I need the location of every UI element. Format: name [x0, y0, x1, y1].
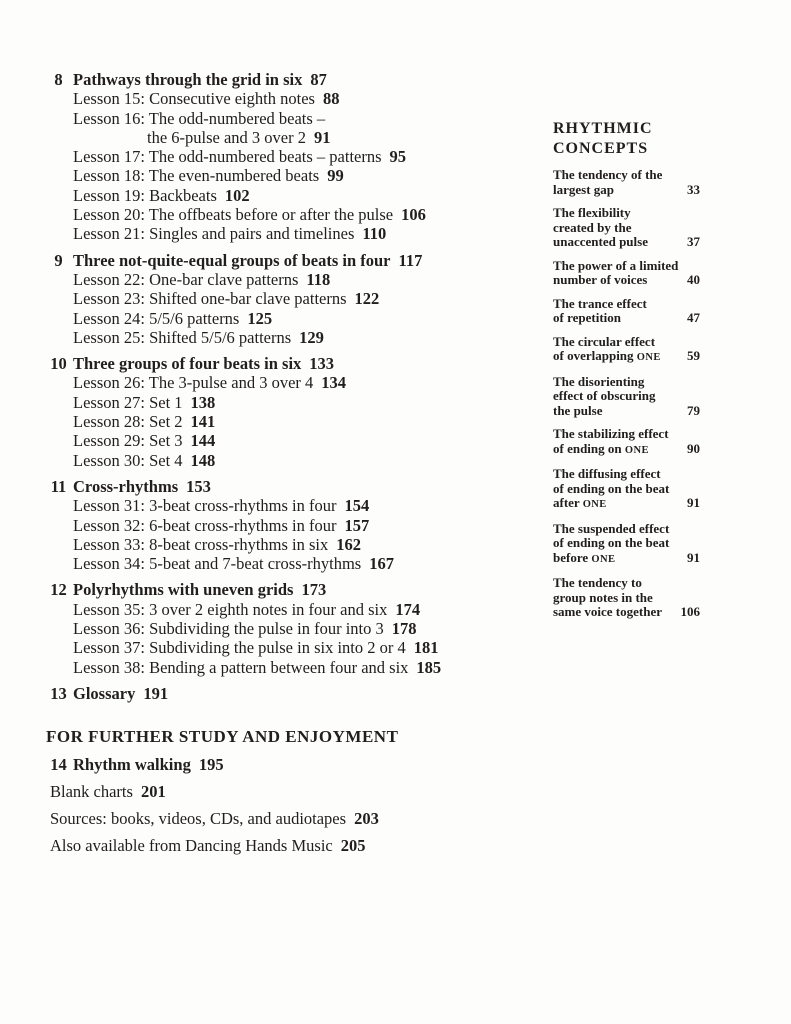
toc-lesson-line: the 6-pulse and 3 over 2 91	[147, 127, 331, 147]
lesson-page-number: 129	[299, 327, 324, 347]
sidebar-entry-line: The disorienting	[553, 373, 645, 389]
small-caps-one: ONE	[636, 352, 661, 363]
chapter-page-number: 117	[398, 250, 423, 270]
toc-lesson-line: Lesson 19: Backbeats 102	[73, 185, 250, 205]
sidebar-entry-line: The flexibility	[553, 205, 631, 220]
sidebar-entry-text: number of voices	[553, 272, 648, 287]
sidebar-entry-line: The diffusing effect	[553, 466, 661, 481]
lesson-page-number: 181	[413, 638, 439, 658]
lesson-page-number: 167	[369, 554, 394, 574]
sidebar-title-line-1: RHYTHMIC	[553, 120, 653, 137]
toc-lesson-line: Lesson 38: Bending a pattern between four and six 185	[73, 657, 442, 677]
chapter-number: 11	[50, 476, 67, 496]
sidebar-entry-line: The suspended effect	[553, 520, 670, 536]
further-study-page-number: 203	[354, 809, 379, 829]
sidebar-entry-line: of ending on the beat	[553, 535, 670, 550]
toc-sections	[44, 70, 534, 703]
toc-lesson-line: Lesson 27: Set 1 138	[73, 392, 216, 412]
toc-section	[44, 684, 534, 703]
sidebar-page-number: 91	[687, 549, 700, 565]
lesson-page-number: 118	[306, 269, 331, 289]
chapter-title: Cross-rhythms 153	[73, 476, 211, 496]
sidebar-entry-line	[553, 311, 700, 326]
sidebar-page-number: 59	[687, 348, 700, 363]
lesson-page-number: 148	[190, 450, 216, 470]
lesson-page-number: 138	[190, 392, 216, 412]
sidebar-entry-text: of ending on ONE	[553, 440, 649, 456]
further-study-heading: FOR FURTHER STUDY AND ENJOYMENT	[46, 727, 399, 747]
toc-lesson-line: Lesson 35: 3 over 2 eighth notes in four and six 174	[73, 599, 421, 619]
sidebar-entry-line: effect of obscuring	[553, 388, 656, 403]
toc-lesson-line: Lesson 36: Subdividing the pulse in four into 3 178	[73, 619, 417, 639]
sidebar-page-number: 90	[687, 440, 700, 456]
small-caps-one: ONE	[624, 444, 649, 456]
lesson-page-number: 134	[321, 373, 347, 393]
toc-lesson-line: Lesson 33: 8-beat cross-rhythms in six 162	[73, 534, 362, 554]
further-study-entry-text: Sources: books, videos, CDs, and audiotapes 203	[50, 809, 379, 829]
sidebar-entry	[553, 375, 700, 419]
lesson-page-number: 102	[224, 185, 250, 205]
chapter-title: Pathways through the grid in six 87	[73, 70, 327, 89]
toc-section	[44, 251, 534, 347]
lesson-page-number: 141	[190, 412, 216, 432]
chapter-title: Polyrhythms with uneven grids 173	[73, 580, 327, 600]
chapter-title: Three not-quite-equal groups of beats in four 117	[73, 250, 423, 270]
lesson-page-number: 91	[314, 127, 331, 147]
toc-lesson-line: Lesson 28: Set 2 141	[73, 412, 216, 432]
chapter-number: 10	[50, 354, 67, 374]
toc-section-heading	[44, 580, 534, 599]
sidebar-entry	[553, 297, 700, 326]
sidebar-page-number: 106	[680, 604, 700, 619]
toc-section-heading	[44, 477, 534, 496]
toc-lesson-line: Lesson 32: 6-beat cross-rhythms in four 157	[73, 515, 370, 535]
chapter-title: Glossary 191	[73, 683, 169, 703]
small-caps-one: ONE	[582, 499, 607, 510]
toc-section-heading	[44, 70, 534, 89]
lesson-page-number: 144	[190, 431, 216, 451]
sidebar-entry-text: same voice together	[553, 604, 663, 619]
sidebar-entry	[553, 259, 700, 288]
sidebar-entry-line: group notes in the	[553, 589, 653, 605]
sidebar-entry-line: The tendency to	[553, 575, 642, 590]
sidebar-entry-line	[553, 496, 700, 513]
toc-lesson-line: Lesson 26: The 3-pulse and 3 over 4 134	[73, 373, 347, 393]
toc-section	[44, 580, 534, 676]
sidebar-page-number: 79	[687, 402, 700, 418]
sidebar-entry-line	[553, 183, 700, 198]
further-study-entry	[44, 782, 534, 801]
sidebar-entry-text: largest gap	[553, 181, 615, 197]
sidebar-entry-line	[553, 273, 700, 288]
sidebar-entry-line: The power of a limited	[553, 257, 679, 273]
lesson-page-number: 178	[391, 619, 417, 639]
sidebar-entry-list	[553, 168, 700, 620]
toc-lesson-line: Lesson 31: 3-beat cross-rhythms in four 154	[73, 496, 370, 516]
chapter-number: 9	[54, 250, 63, 270]
chapter-page-number: 173	[301, 580, 327, 600]
sidebar-title	[553, 119, 700, 159]
sidebar-entry-line: The tendency of the	[553, 167, 663, 182]
toc-section-heading	[44, 354, 534, 373]
chapter-number: 8	[54, 70, 63, 89]
toc-section-heading	[44, 251, 534, 270]
toc-section-heading	[44, 684, 534, 703]
sidebar-entry	[553, 335, 700, 366]
toc-lesson-line: Lesson 37: Subdividing the pulse in six into 2 or 4 181	[73, 638, 439, 658]
lesson-page-number: 122	[354, 289, 380, 309]
lesson-page-number: 154	[344, 496, 370, 516]
toc-lesson-line: Lesson 20: The offbeats before or after the pulse 106	[73, 205, 426, 225]
sidebar-entry-text: of overlapping ONE	[553, 348, 661, 363]
further-study-page-number: 195	[198, 754, 224, 774]
toc-lesson-line: Lesson 29: Set 3 144	[73, 431, 216, 451]
toc-lesson-line: Lesson 34: 5-beat and 7-beat cross-rhythms 167	[73, 554, 394, 574]
rhythmic-concepts-sidebar	[553, 119, 700, 629]
sidebar-entry-text: after ONE	[553, 495, 607, 510]
chapter-page-number: 87	[310, 70, 327, 89]
sidebar-entry-line	[553, 404, 700, 419]
sidebar-entry	[553, 206, 700, 250]
sidebar-entry-text: the pulse	[553, 402, 603, 418]
toc-lesson-line: Lesson 18: The even-numbered beats 99	[73, 166, 344, 186]
lesson-page-number: 157	[344, 515, 370, 535]
sidebar-entry-line: The stabilizing effect	[553, 426, 669, 441]
chapter-page-number: 153	[186, 476, 211, 496]
further-study-entry	[44, 836, 534, 855]
lesson-page-number: 99	[327, 166, 344, 186]
sidebar-entry-text: unaccented pulse	[553, 234, 648, 249]
chapter-number: 14	[50, 754, 67, 774]
lesson-page-number: 174	[395, 599, 421, 619]
lesson-page-number: 162	[336, 534, 362, 554]
chapter-number: 13	[50, 683, 67, 703]
toc-lesson-line: Lesson 17: The odd-numbered beats – patterns 95	[73, 147, 407, 167]
further-study-entry	[44, 809, 534, 828]
toc-lesson-line: Lesson 22: One-bar clave patterns 118	[73, 269, 331, 289]
lesson-page-number: 95	[389, 147, 407, 167]
further-study-entry-text: Rhythm walking 195	[73, 754, 224, 774]
sidebar-entry-line: The circular effect	[553, 333, 656, 349]
toc-section	[44, 477, 534, 573]
toc-section	[44, 354, 534, 470]
sidebar-entry-line: created by the	[553, 219, 632, 235]
chapter-title: Three groups of four beats in six 133	[73, 354, 335, 374]
sidebar-entry	[553, 168, 700, 197]
lesson-page-number: 106	[401, 205, 426, 225]
sidebar-entry-line	[553, 235, 700, 250]
further-study-entry	[44, 755, 534, 774]
toc-lesson-line: Lesson 15: Consecutive eighth notes 88	[73, 89, 340, 109]
further-study-page-number: 205	[340, 836, 366, 856]
sidebar-entry-line: The trance effect	[553, 295, 647, 311]
sidebar-page-number: 33	[687, 181, 700, 197]
sidebar-entry-text: before ONE	[553, 549, 616, 565]
sidebar-entry-text: of repetition	[553, 310, 621, 325]
further-study-entry-text: Also available from Dancing Hands Music 205	[50, 836, 366, 856]
sidebar-page-number: 91	[687, 495, 700, 510]
small-caps-one: ONE	[591, 553, 616, 565]
further-study-page-number: 201	[140, 781, 166, 801]
chapter-number: 12	[50, 580, 67, 600]
chapter-page-number: 133	[309, 354, 335, 374]
sidebar-entry-line	[553, 551, 700, 568]
sidebar-entry-line	[553, 442, 700, 459]
further-study-entries	[44, 755, 534, 856]
toc-lesson-line: Lesson 23: Shifted one-bar clave patterns 122	[73, 289, 380, 309]
toc-lesson-line: Lesson 24: 5/5/6 patterns 125	[73, 308, 273, 328]
sidebar-entry-line	[553, 605, 700, 620]
toc-lesson-line: Lesson 30: Set 4 148	[73, 450, 216, 470]
sidebar-entry	[553, 576, 700, 620]
toc-section	[44, 70, 534, 244]
sidebar-entry	[553, 522, 700, 568]
lesson-page-number: 88	[322, 89, 340, 109]
lesson-page-number: 125	[247, 308, 273, 328]
lesson-page-number: 185	[416, 657, 442, 677]
sidebar-title-line-2: CONCEPTS	[553, 140, 649, 157]
sidebar-entry	[553, 427, 700, 458]
sidebar-entry-line	[553, 349, 700, 366]
sidebar-entry-line: of ending on the beat	[553, 480, 670, 496]
toc-lesson-line: Lesson 21: Singles and pairs and timelines 110	[73, 224, 387, 244]
toc-lesson-line: Lesson 16: The odd-numbered beats –	[73, 108, 326, 128]
sidebar-entry	[553, 467, 700, 513]
sidebar-page-number: 47	[687, 310, 700, 325]
chapter-page-number: 191	[143, 683, 169, 703]
sidebar-page-number: 37	[687, 234, 700, 249]
toc-lesson-line: Lesson 25: Shifted 5/5/6 patterns 129	[73, 327, 324, 347]
further-study-entry-text: Blank charts 201	[50, 781, 166, 801]
sidebar-page-number: 40	[687, 272, 700, 287]
lesson-page-number: 110	[362, 224, 387, 244]
toc-column	[44, 70, 534, 856]
